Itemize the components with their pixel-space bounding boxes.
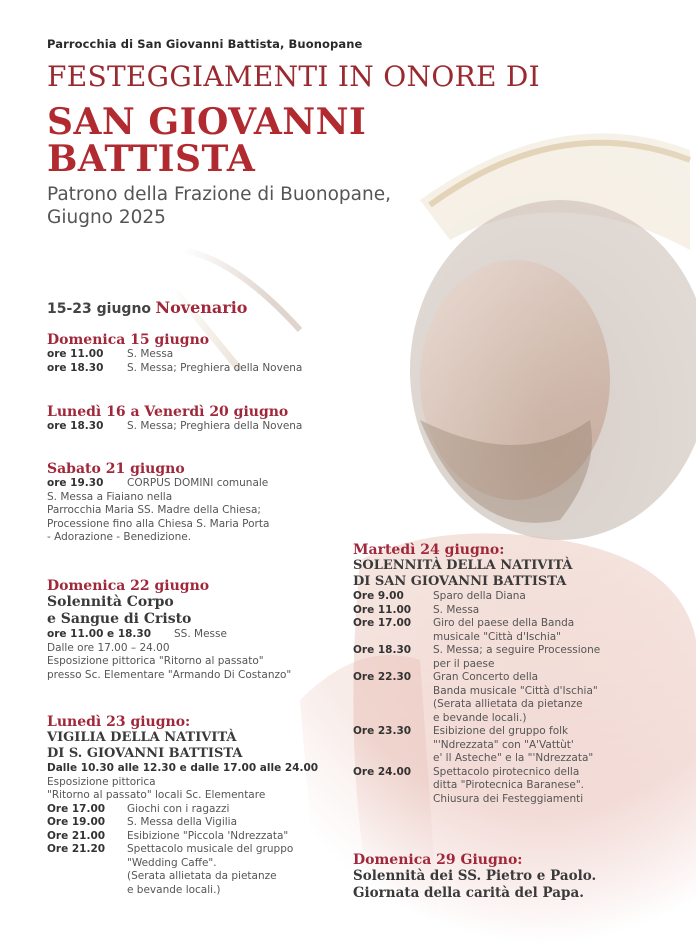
schedule-desc: e' ll Asteche" e la "'Ndrezzata"	[433, 752, 594, 764]
schedule-row	[47, 628, 291, 642]
schedule-row	[353, 604, 600, 618]
day-title: Sabato 21 giugno	[47, 461, 185, 477]
day-subtitle: VIGILIA DELLA NATIVITÀ	[47, 730, 237, 745]
schedule-row	[353, 671, 600, 725]
patron-subtitle	[47, 183, 391, 229]
schedule-row	[47, 830, 318, 844]
day-title: Lunedì 16 a Venerdì 20 giugno	[47, 404, 289, 420]
schedule-time: Ore 9.00	[353, 590, 404, 602]
schedule-time: Ore 21.20	[47, 843, 106, 855]
event-day-29	[353, 852, 596, 902]
opening-hours: Dalle 10.30 alle 12.30 e dalle 17.00 alle 24.00	[47, 762, 319, 774]
schedule-desc: S. Messa; Preghiera della Novena	[127, 420, 303, 432]
schedule-desc: Spettacolo musicale del gruppo	[127, 843, 294, 855]
saint-title	[47, 101, 367, 180]
schedule-time: Ore 24.00	[353, 765, 412, 778]
schedule-desc: Giro del paese della Banda	[433, 617, 575, 629]
schedule-desc: Banda musicale "Città d'Ischia"	[433, 684, 598, 697]
detail-line: - Adorazione - Benedizione.	[47, 531, 192, 543]
schedule-row	[47, 816, 318, 830]
schedule-time: ore 19.30	[47, 477, 104, 489]
day-title: Lunedì 23 giugno:	[47, 714, 191, 730]
novenario-label: Novenario	[155, 298, 248, 317]
schedule-row	[353, 766, 600, 807]
schedule-row	[47, 477, 269, 491]
schedule-desc: (Serata allietata da pietanze	[433, 698, 583, 710]
detail-line: Parrocchia Maria SS. Madre della Chiesa;	[47, 504, 261, 516]
saint-title-line2: BATTISTA	[47, 138, 256, 180]
schedule-desc: Esibizione del gruppo folk	[433, 725, 569, 737]
schedule-desc: Chiusura dei Festeggiamenti	[433, 792, 584, 805]
schedule-time: Ore 18.30	[353, 644, 412, 656]
schedule-time: ore 11.00 e 18.30	[47, 628, 152, 640]
day-title: Domenica 29 Giugno:	[353, 852, 523, 868]
event-days-16-20	[47, 404, 302, 434]
schedule-desc: S. Messa	[127, 348, 174, 360]
schedule-time: Ore 21.00	[47, 829, 106, 842]
detail-line: "Wedding Caffe".	[127, 856, 217, 869]
schedule-desc: Esibizione "Piccola 'Ndrezzata"	[127, 829, 289, 842]
schedule-desc: S. Messa della Vigilia	[127, 816, 238, 828]
detail-line: Esposizione pittorica	[47, 775, 156, 788]
day-subtitle: SOLENNITÀ DELLA NATIVITÀ	[353, 558, 573, 573]
schedule-desc: musicale "Città d'Ischia"	[433, 630, 562, 643]
day-title: Martedì 24 giugno:	[353, 542, 505, 558]
schedule-desc: S. Messa; Preghiera della Novena	[127, 361, 303, 374]
detail-line: Esposizione pittorica "Ritorno al passato"	[47, 655, 264, 667]
schedule-desc: S. Messa; a seguire Processione	[433, 644, 601, 656]
schedule-time: ore 18.30	[47, 361, 104, 374]
schedule-time: Ore 19.00	[47, 816, 106, 828]
schedule-row	[47, 348, 302, 362]
schedule-time: ore 18.30	[47, 420, 104, 432]
schedule-time: Ore 17.00	[47, 802, 106, 815]
detail-line: Processione fino alla Chiesa S. Maria Porta	[47, 517, 270, 530]
day-subtitle: Giornata della carità del Papa.	[353, 885, 584, 901]
event-day-22	[47, 578, 291, 682]
event-day-23	[47, 714, 318, 897]
schedule-time: Ore 17.00	[353, 617, 412, 629]
schedule-row	[47, 362, 302, 376]
day-subtitle: Solennità Corpo	[47, 594, 174, 610]
day-subtitle: Solennità dei SS. Pietro e Paolo.	[353, 868, 597, 884]
event-day-21	[47, 461, 269, 545]
schedule-desc: CORPUS DOMINI comunale	[127, 477, 269, 489]
schedule-row	[353, 617, 600, 644]
schedule-row	[353, 590, 600, 604]
schedule-row	[353, 644, 600, 671]
day-subtitle: e Sangue di Cristo	[47, 611, 192, 627]
schedule-time: Ore 23.30	[353, 725, 412, 737]
schedule-desc: S. Messa	[433, 603, 480, 616]
schedule-row	[47, 843, 318, 857]
parish-name: Parrocchia di San Giovanni Battista, Buonopane	[47, 37, 363, 51]
day-subtitle: DI SAN GIOVANNI BATTISTA	[353, 574, 567, 589]
day-title: Domenica 22 giugno	[47, 578, 210, 594]
schedule-desc: Spettacolo pirotecnico della	[433, 765, 580, 778]
detail-line: presso Sc. Elementare "Armando Di Costanzo"	[47, 668, 292, 681]
novenario-heading	[47, 298, 247, 317]
schedule-desc: Giochi con i ragazzi	[127, 802, 230, 815]
schedule-row	[47, 420, 302, 434]
event-day-24	[353, 542, 600, 806]
schedule-desc: SS. Messe	[174, 628, 227, 640]
schedule-time: Ore 22.30	[353, 671, 412, 683]
schedule-desc: per il paese	[433, 657, 495, 670]
schedule-row	[353, 725, 600, 766]
detail-line: S. Messa a Fiaiano nella	[47, 490, 173, 503]
day-subtitle: DI S. GIOVANNI BATTISTA	[47, 746, 243, 761]
patron-line2: Giugno 2025	[47, 207, 166, 228]
schedule-desc: "'Ndrezzata" con "A'Vattùt'	[433, 738, 574, 751]
detail-line: Dalle ore 17.00 – 24.00	[47, 641, 170, 654]
day-title: Domenica 15 giugno	[47, 332, 210, 348]
detail-line: (Serata allietata da pietanze	[127, 870, 277, 882]
saint-title-line1: SAN GIOVANNI	[47, 101, 367, 143]
schedule-desc: e bevande locali.)	[433, 711, 527, 724]
festivities-heading: FESTEGGIAMENTI IN ONORE DI	[47, 60, 541, 93]
schedule-desc: ditta "Pirotecnica Baranese".	[433, 779, 585, 791]
novenario-dates: 15-23 giugno	[47, 301, 152, 317]
detail-line: "Ritorno al passato" locali Sc. Elementare	[47, 789, 266, 801]
patron-line1: Patrono della Frazione di Buonopane,	[47, 184, 391, 205]
schedule-desc: Sparo della Diana	[433, 590, 526, 602]
event-day-15	[47, 332, 302, 375]
schedule-row	[47, 803, 318, 817]
detail-line: e bevande locali.)	[127, 883, 221, 896]
schedule-time: ore 11.00	[47, 348, 104, 360]
schedule-desc: Gran Concerto della	[433, 671, 539, 683]
schedule-time: Ore 11.00	[353, 603, 412, 616]
